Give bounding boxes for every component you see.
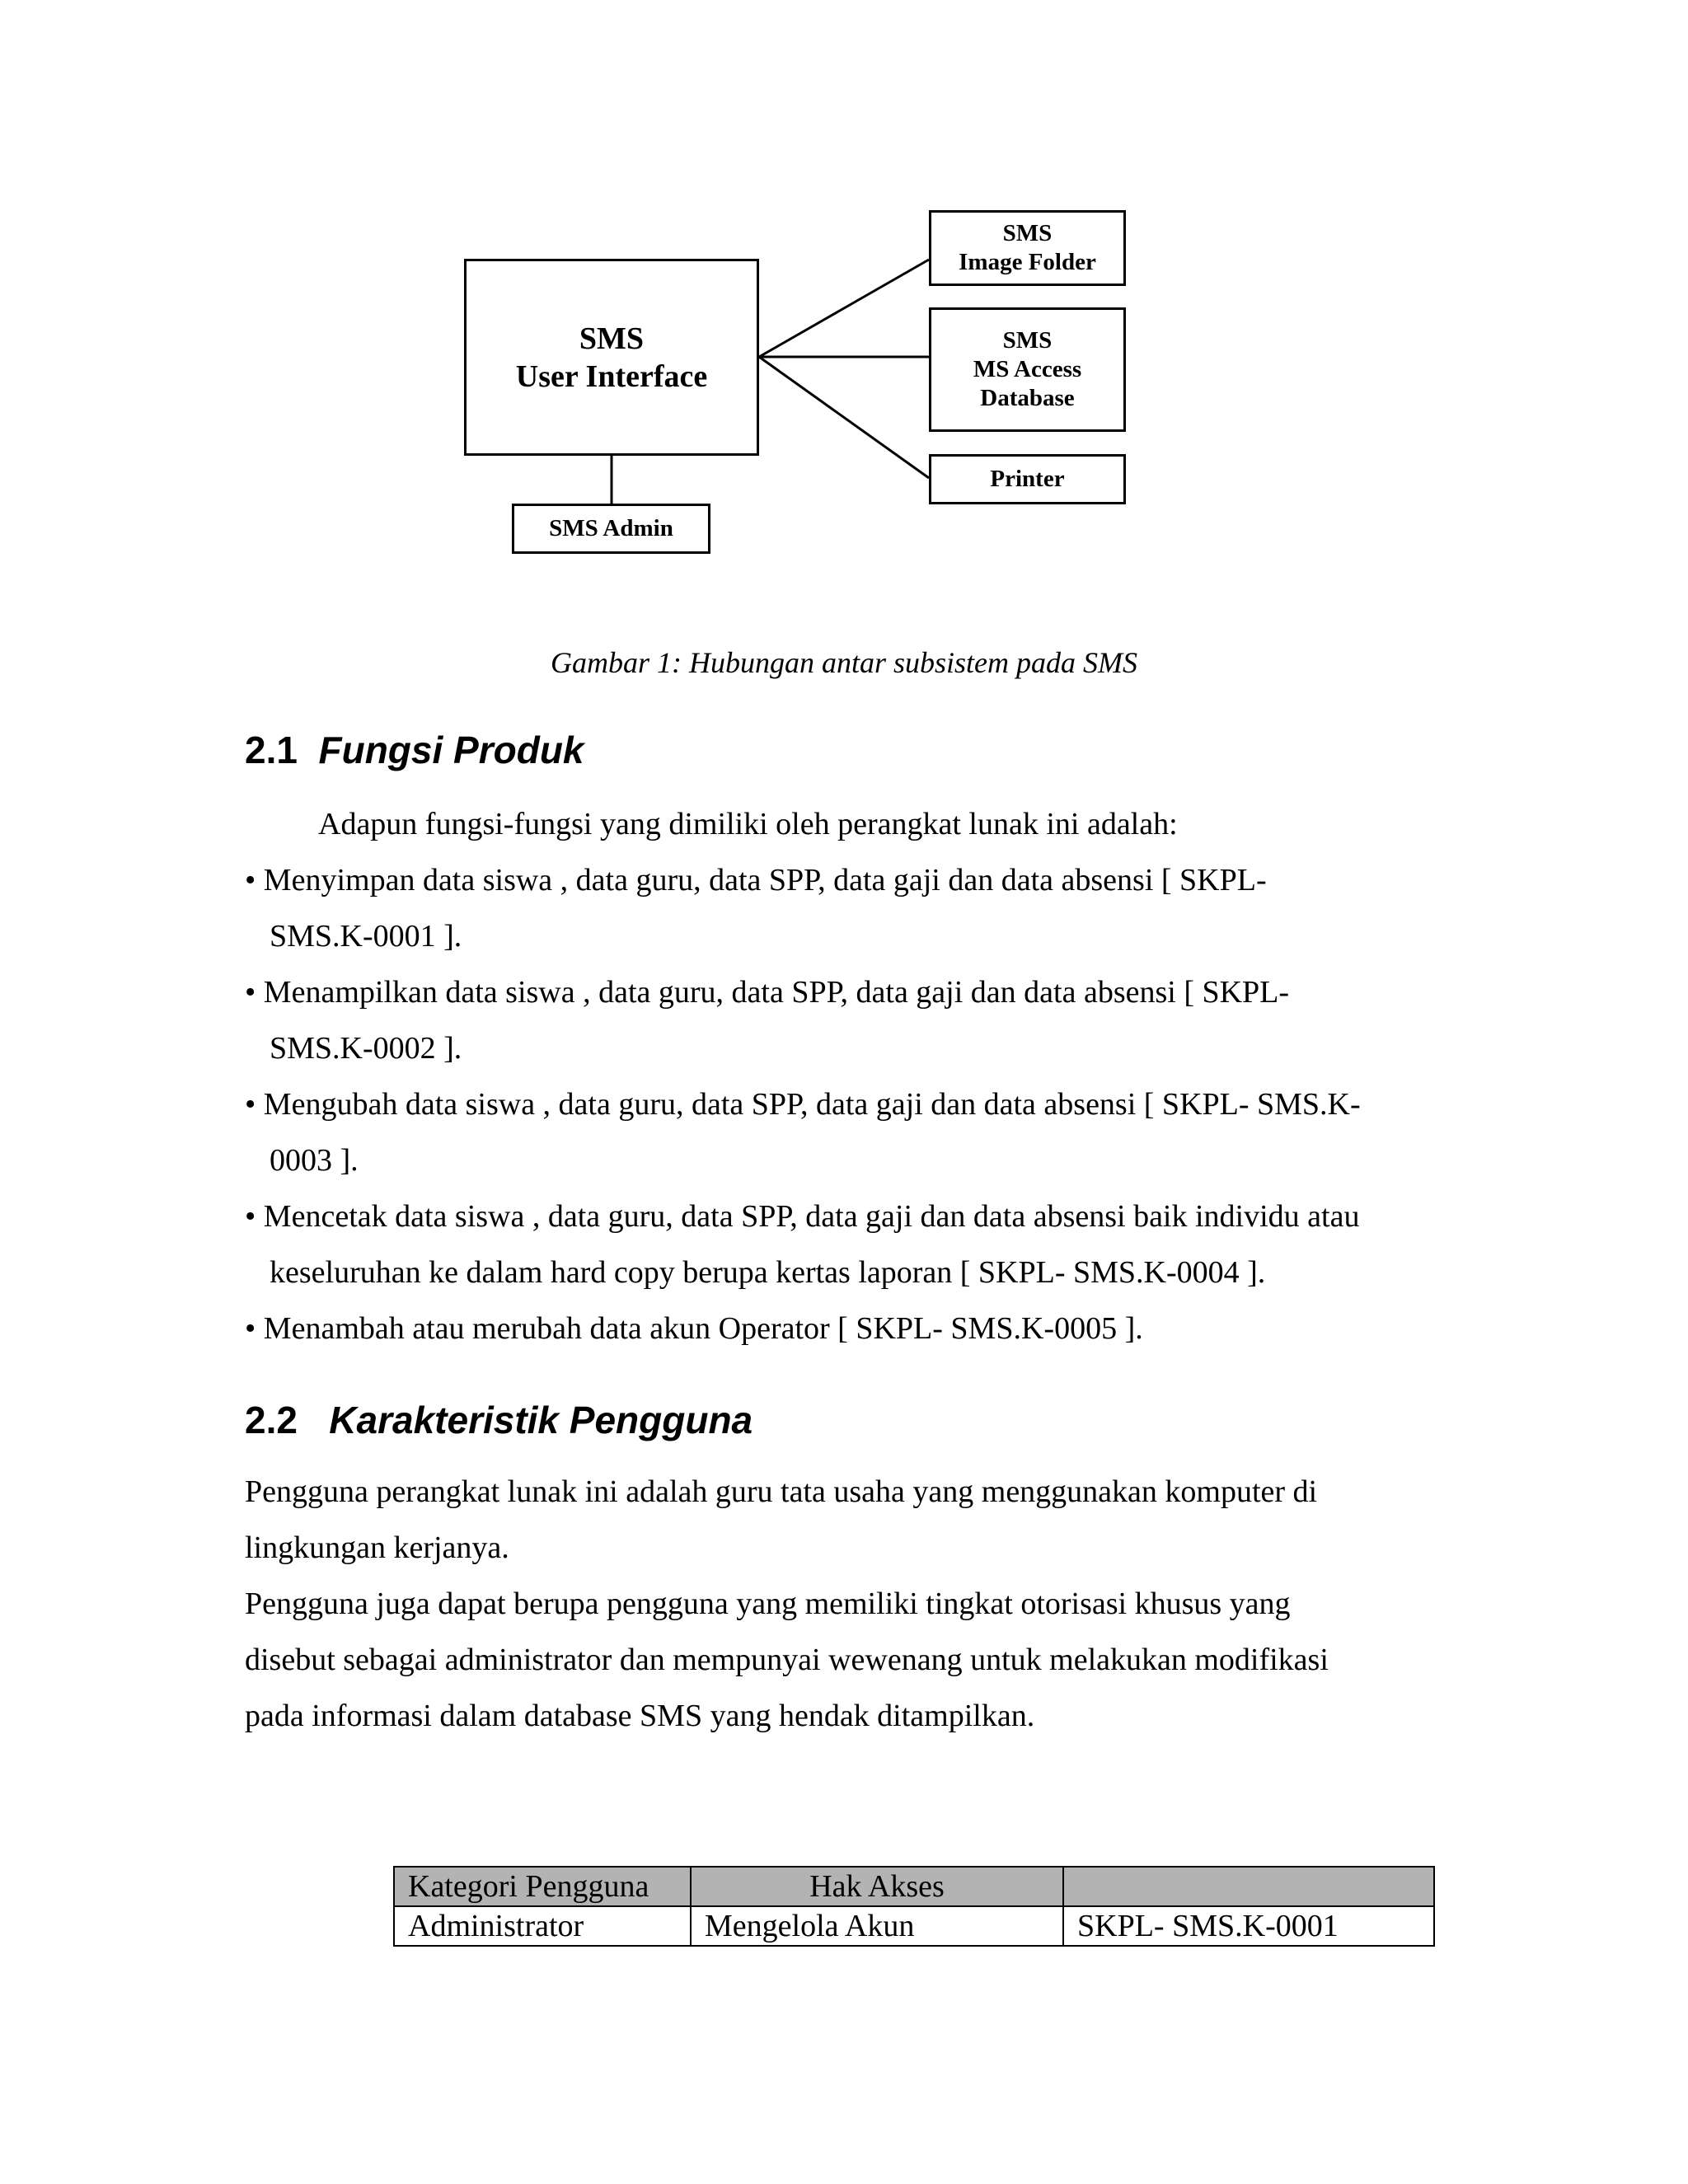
para2-line-3: pada informasi dalam database SMS yang hendak ditampilkan. — [245, 1699, 1035, 1733]
bullet-1-line-1: • Menyimpan data siswa , data guru, data SPP, data gaji dan data absensi [ SKPL- — [245, 863, 1267, 898]
section-title: Karakteristik Pengguna — [329, 1399, 753, 1441]
section-number: 2.1 — [245, 729, 298, 771]
paragraph-users-1 — [245, 1464, 1329, 1744]
database-line-3: Database — [980, 385, 1075, 411]
intro-paragraph: Adapun fungsi-fungsi yang dimiliki oleh perangkat lunak ini adalah: — [318, 807, 1178, 841]
para2-line-1: Pengguna juga dapat berupa pengguna yang memiliki tingkat otorisasi khusus yang — [245, 1586, 1291, 1621]
bullet-5-line-1: • Menambah atau merubah data akun Operator [ SKPL- SMS.K-0005 ]. — [245, 1311, 1143, 1346]
para1-line-2: lingkungan kerjanya. — [245, 1530, 509, 1565]
bullet-4-line-1: • Mencetak data siswa , data guru, data SPP, data gaji dan data absensi baik individu atau — [245, 1199, 1360, 1234]
image-folder-line-1: SMS — [1002, 220, 1053, 246]
ui-box-line-1: SMS — [579, 321, 645, 356]
bullet-3-line-1: • Mengubah data siswa , data guru, data SPP, data gaji dan data absensi [ SKPL- SMS.K- — [245, 1087, 1361, 1122]
sms-user-interface-box — [464, 259, 759, 456]
section-number: 2.2 — [245, 1399, 298, 1441]
para1-line-1: Pengguna perangkat lunak ini adalah guru tata usaha yang menggunakan komputer di — [245, 1474, 1318, 1509]
section-heading-2-2 — [245, 1398, 753, 1442]
cell-access: Mengelola Akun — [691, 1906, 1063, 1946]
printer-label: Printer — [990, 466, 1065, 492]
database-line-2: MS Access — [973, 356, 1082, 382]
diagram-connectors — [0, 0, 1688, 593]
user-access-table — [393, 1866, 1435, 1947]
image-folder-line-2: Image Folder — [959, 249, 1096, 275]
bullet-4-line-2: keseluruhan ke dalam hard copy berupa kertas laporan [ SKPL- SMS.K-0004 ]. — [270, 1255, 1266, 1290]
database-line-1: SMS — [1002, 327, 1053, 354]
subsystem-diagram — [0, 0, 1688, 593]
header-cell-access: Hak Akses — [691, 1867, 1063, 1906]
ui-box-line-2: User Interface — [515, 359, 708, 394]
header-cell-empty — [1063, 1867, 1434, 1906]
connector-ui-image-folder — [759, 260, 929, 357]
sms-image-folder-box — [929, 210, 1126, 286]
bullet-2-line-2: SMS.K-0002 ]. — [270, 1031, 462, 1066]
admin-box-label: SMS Admin — [549, 515, 673, 541]
bullet-3-line-2: 0003 ]. — [270, 1143, 359, 1178]
table-header-row — [394, 1867, 1434, 1906]
cell-category: Administrator — [394, 1906, 691, 1946]
section-heading-2-1 — [245, 728, 584, 772]
connector-ui-printer — [759, 357, 929, 478]
cell-reference: SKPL- SMS.K-0001 — [1063, 1906, 1434, 1946]
sms-database-box — [929, 307, 1126, 432]
bullet-1-line-2: SMS.K-0001 ]. — [270, 919, 462, 954]
table-row — [394, 1906, 1434, 1946]
header-cell-category: Kategori Pengguna — [394, 1867, 691, 1906]
bullet-list — [245, 852, 1361, 1357]
para2-line-2: disebut sebagai administrator dan mempunyai wewenang untuk melakukan modifikasi — [245, 1643, 1329, 1677]
bullet-2-line-1: • Menampilkan data siswa , data guru, data SPP, data gaji dan data absensi [ SKPL- — [245, 975, 1290, 1010]
sms-admin-box — [512, 504, 710, 554]
section-title: Fungsi Produk — [318, 729, 584, 771]
figure-caption: Gambar 1: Hubungan antar subsistem pada SMS — [550, 646, 1137, 679]
printer-box — [929, 454, 1126, 504]
